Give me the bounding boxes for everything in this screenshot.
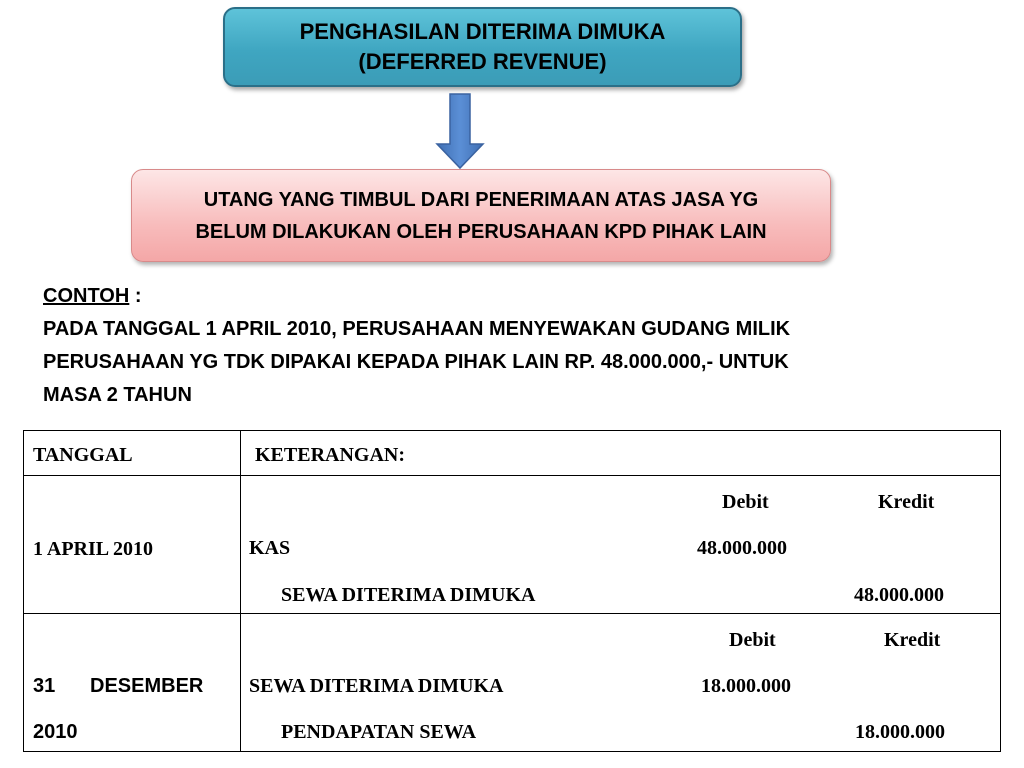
example-section (43, 280, 1003, 412)
entry-1-detail-cell (241, 476, 1001, 614)
entry-2-debit-amount: 18.000.000 (701, 675, 791, 697)
example-heading-row (43, 280, 1003, 313)
definition-box (131, 169, 831, 262)
example-line-3: MASA 2 TAHUN (43, 384, 192, 406)
title-line-2: (DEFERRED REVENUE) (358, 49, 607, 74)
header-description: KETERANGAN: (255, 444, 406, 466)
table-header-row (24, 431, 1001, 476)
table-row (24, 614, 1001, 752)
entry-2-date-year: 2010 (33, 721, 78, 743)
entry-1-credit-amount: 48.000.000 (854, 584, 944, 606)
entry-2-detail-cell (241, 614, 1001, 752)
entry-2-date-cell (24, 614, 241, 752)
definition-line-1: UTANG YANG TIMBUL DARI PENERIMAAN ATAS JASA YG (203, 188, 759, 211)
entry-2-date-day: 31 (33, 675, 56, 697)
header-date-cell (24, 431, 241, 476)
title-box (223, 7, 742, 87)
entry-2-credit-amount: 18.000.000 (855, 721, 945, 743)
entry-1-debit-account: KAS (249, 537, 291, 559)
entry-1-debit-header: Debit (722, 491, 769, 513)
down-arrow-icon (435, 92, 485, 170)
entry-1-date: 1 APRIL 2010 (33, 538, 154, 560)
entry-2-debit-header: Debit (729, 629, 776, 651)
example-heading: CONTOH (43, 285, 130, 307)
entry-2-credit-account: PENDAPATAN SEWA (281, 721, 477, 743)
title-line-1: PENGHASILAN DITERIMA DIMUKA (299, 19, 666, 44)
entry-1-credit-account: SEWA DITERIMA DIMUKA (281, 584, 536, 606)
entry-1-debit-amount: 48.000.000 (697, 537, 787, 559)
example-line-2: PERUSAHAAN YG TDK DIPAKAI KEPADA PIHAK LAIN RP. 48.000.000,- UNTUK (43, 351, 789, 373)
table-row (24, 476, 1001, 614)
example-line-1: PADA TANGGAL 1 APRIL 2010, PERUSAHAAN MENYEWAKAN GUDANG MILIK (43, 318, 791, 340)
header-date: TANGGAL (33, 444, 133, 466)
definition-line-2: BELUM DILAKUKAN OLEH PERUSAHAAN KPD PIHAK LAIN (195, 220, 767, 243)
example-heading-colon: : (129, 285, 142, 307)
entry-1-credit-header: Kredit (878, 491, 935, 513)
entry-2-debit-account: SEWA DITERIMA DIMUKA (249, 675, 504, 697)
entry-1-date-cell (24, 476, 241, 614)
journal-table (23, 430, 1001, 752)
entry-2-credit-header: Kredit (884, 629, 941, 651)
header-description-cell (241, 431, 1001, 476)
entry-2-date-month: DESEMBER (90, 675, 204, 697)
